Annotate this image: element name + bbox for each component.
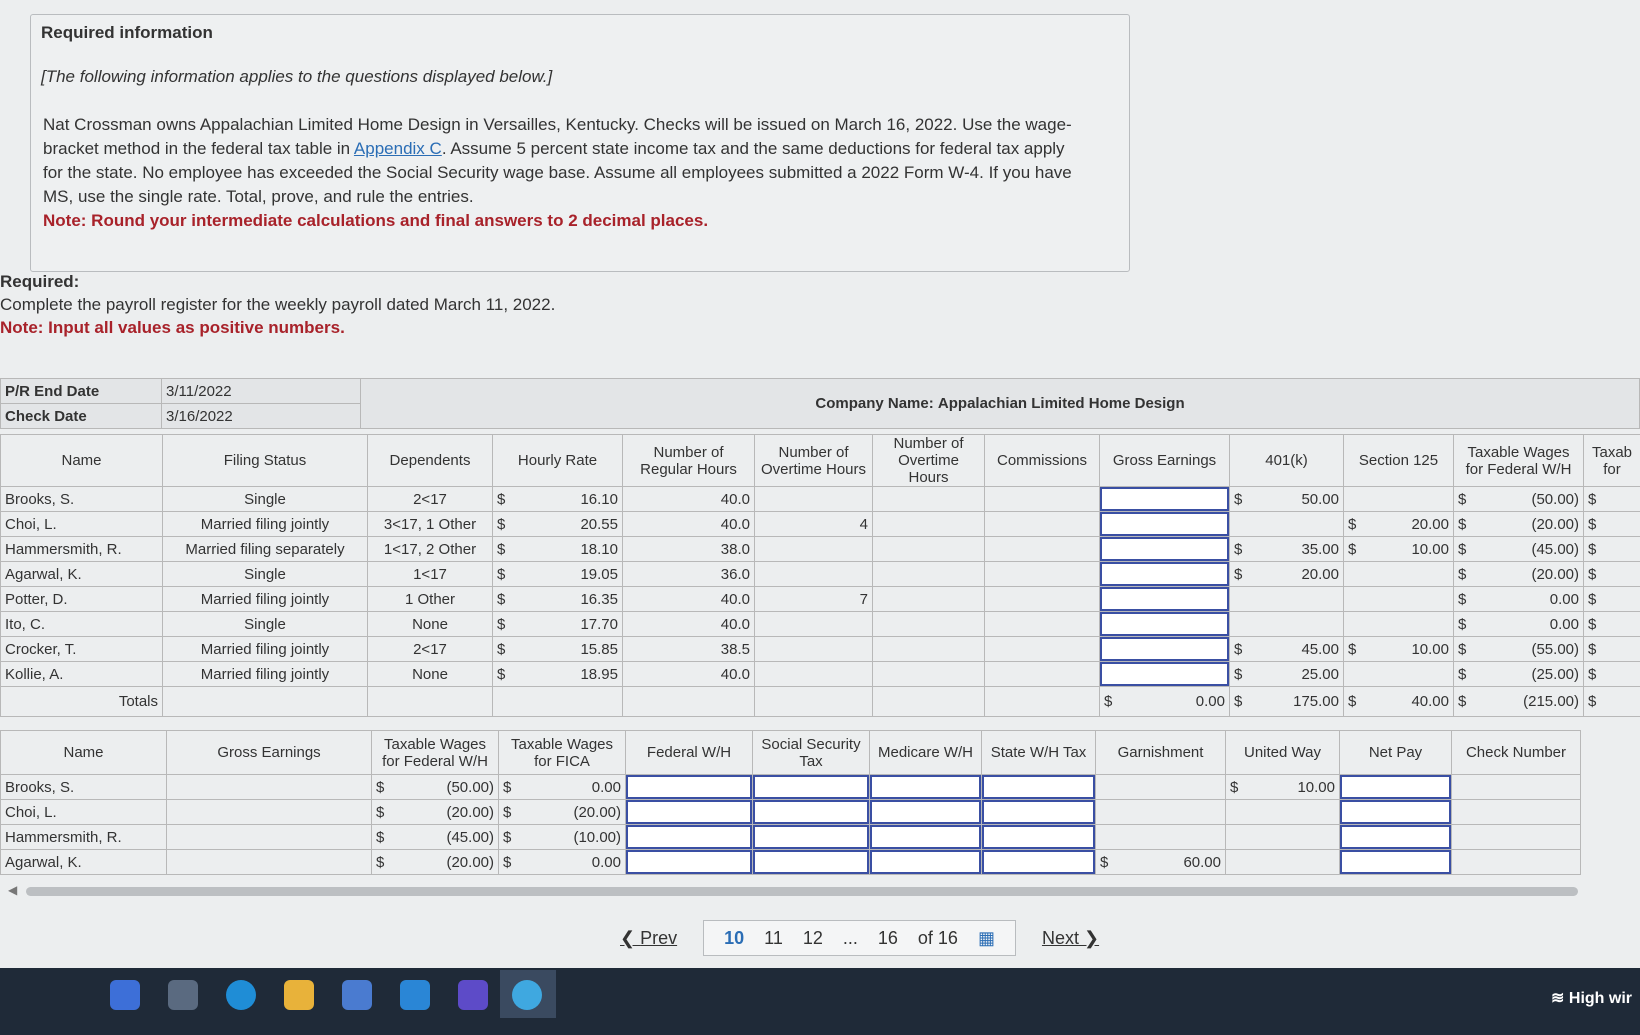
emp-401k: $ 20.00 bbox=[1230, 562, 1344, 587]
table-row bbox=[1, 850, 1581, 875]
table-row bbox=[1, 775, 1581, 800]
table-row bbox=[1, 800, 1581, 825]
table-row bbox=[1, 825, 1581, 850]
col-401k: 401(k) bbox=[1230, 435, 1344, 487]
emp-garnishment bbox=[1096, 775, 1226, 800]
emp-taxable-cut: $ bbox=[1584, 537, 1640, 562]
col2-net-pay: Net Pay bbox=[1340, 731, 1452, 775]
emp-ot2[interactable] bbox=[873, 662, 985, 687]
emp-name: Choi, L. bbox=[1, 800, 167, 825]
emp-commissions[interactable] bbox=[985, 487, 1100, 512]
emp-s125 bbox=[1344, 587, 1454, 612]
emp-filing: Married filing separately bbox=[163, 537, 368, 562]
emp-commissions[interactable] bbox=[985, 662, 1100, 687]
emp-gross bbox=[167, 800, 372, 825]
ss-tax-input[interactable] bbox=[753, 775, 870, 800]
col-taxable-cut: Taxab for bbox=[1584, 435, 1640, 487]
emp-ot2[interactable] bbox=[873, 512, 985, 537]
page-10[interactable]: 10 bbox=[724, 927, 745, 948]
emp-ot2[interactable] bbox=[873, 487, 985, 512]
emp-check-number[interactable] bbox=[1452, 825, 1581, 850]
ss-tax-input[interactable] bbox=[753, 825, 870, 850]
col-hourly-rate: Hourly Rate bbox=[493, 435, 623, 487]
required-note: Note: Input all values as positive numbers. bbox=[0, 318, 345, 337]
page-selector bbox=[703, 920, 1016, 956]
emp-check-number[interactable] bbox=[1452, 850, 1581, 875]
edge-icon[interactable] bbox=[226, 980, 256, 1010]
emp-check-number[interactable] bbox=[1452, 800, 1581, 825]
browser-icon[interactable] bbox=[512, 980, 542, 1010]
emp-dependents: 2<17 bbox=[368, 637, 493, 662]
table-row bbox=[1, 487, 1640, 512]
table-row bbox=[1, 662, 1640, 687]
table-row bbox=[1, 537, 1640, 562]
emp-united-way: $ 10.00 bbox=[1226, 775, 1340, 800]
col-filing-status: Filing Status bbox=[163, 435, 368, 487]
emp-name: Choi, L. bbox=[1, 512, 163, 537]
emp-taxable-fed: $ (55.00) bbox=[1454, 637, 1584, 662]
emp-reg-hours: 40.0 bbox=[623, 512, 755, 537]
emp-ot1[interactable] bbox=[755, 612, 873, 637]
emp-401k: $ 45.00 bbox=[1230, 637, 1344, 662]
info-panel bbox=[30, 14, 1130, 272]
emp-taxable-fed: $ (50.00) bbox=[1454, 487, 1584, 512]
check-date-value: 3/16/2022 bbox=[162, 404, 361, 429]
folder-icon[interactable] bbox=[284, 980, 314, 1010]
emp-taxable-cut: $ bbox=[1584, 662, 1640, 687]
emp-dependents: 2<17 bbox=[368, 487, 493, 512]
emp-taxable-fica: $ (20.00) bbox=[499, 800, 626, 825]
col-overtime-hours-1: Number of Overtime Hours bbox=[755, 435, 873, 487]
emp-s125: $ 20.00 bbox=[1344, 512, 1454, 537]
col-commissions: Commissions bbox=[985, 435, 1100, 487]
emp-ot2[interactable] bbox=[873, 537, 985, 562]
net-pay-input[interactable] bbox=[1340, 800, 1452, 825]
emp-ot1[interactable] bbox=[755, 637, 873, 662]
federal-wh-input[interactable] bbox=[626, 825, 753, 850]
scroll-left-icon[interactable]: ◀ bbox=[8, 883, 18, 897]
state-wh-input[interactable] bbox=[982, 800, 1096, 825]
emp-reg-hours: 38.5 bbox=[623, 637, 755, 662]
emp-reg-hours: 40.0 bbox=[623, 662, 755, 687]
emp-401k bbox=[1230, 512, 1344, 537]
emp-taxable-fed: $ (45.00) bbox=[1454, 537, 1584, 562]
gross-earnings-input[interactable] bbox=[1100, 562, 1230, 587]
emp-taxable-cut: $ bbox=[1584, 512, 1640, 537]
emp-commissions[interactable] bbox=[985, 537, 1100, 562]
info-heading: Required information bbox=[41, 23, 213, 42]
emp-filing: Married filing jointly bbox=[163, 637, 368, 662]
emp-taxable-fica: $ 0.00 bbox=[499, 850, 626, 875]
emp-filing: Single bbox=[163, 487, 368, 512]
net-pay-input[interactable] bbox=[1340, 850, 1452, 875]
col-dependents: Dependents bbox=[368, 435, 493, 487]
emp-united-way bbox=[1226, 825, 1340, 850]
emp-filing: Married filing jointly bbox=[163, 587, 368, 612]
emp-name: Hammersmith, R. bbox=[1, 825, 167, 850]
taskbar bbox=[0, 968, 1640, 1035]
table-row bbox=[1, 562, 1640, 587]
emp-name: Brooks, S. bbox=[1, 487, 163, 512]
emp-name: Agarwal, K. bbox=[1, 850, 167, 875]
register-main-table bbox=[0, 434, 1640, 717]
emp-s125 bbox=[1344, 612, 1454, 637]
page-count: of 16 bbox=[917, 927, 958, 948]
pr-end-value: 3/11/2022 bbox=[162, 379, 361, 404]
emp-taxable-cut: $ bbox=[1584, 487, 1640, 512]
gross-earnings-input[interactable] bbox=[1100, 637, 1230, 662]
emp-dependents: 3<17, 1 Other bbox=[368, 512, 493, 537]
emp-rate: $ 16.10 bbox=[493, 487, 623, 512]
col-overtime-hours-2: Number of Overtime Hours bbox=[873, 435, 985, 487]
emp-name: Agarwal, K. bbox=[1, 562, 163, 587]
emp-name: Crocker, T. bbox=[1, 637, 163, 662]
page-11[interactable]: 11 bbox=[764, 927, 783, 948]
emp-filing: Single bbox=[163, 612, 368, 637]
gross-earnings-input[interactable] bbox=[1100, 512, 1230, 537]
emp-dependents: 1 Other bbox=[368, 587, 493, 612]
grid-icon[interactable]: ▦ bbox=[977, 927, 995, 948]
required-label: Required: bbox=[0, 272, 80, 291]
emp-taxable-cut: $ bbox=[1584, 612, 1640, 637]
emp-dependents: None bbox=[368, 612, 493, 637]
col2-medicare: Medicare W/H bbox=[870, 731, 982, 775]
emp-rate: $ 17.70 bbox=[493, 612, 623, 637]
emp-taxable-fed: $ (20.00) bbox=[1454, 562, 1584, 587]
emp-rate: $ 18.10 bbox=[493, 537, 623, 562]
emp-dependents: 1<17 bbox=[368, 562, 493, 587]
emp-garnishment bbox=[1096, 825, 1226, 850]
gross-earnings-input[interactable] bbox=[1100, 537, 1230, 562]
app-icon-2[interactable] bbox=[458, 980, 488, 1010]
medicare-input[interactable] bbox=[870, 825, 982, 850]
emp-filing: Married filing jointly bbox=[163, 512, 368, 537]
col2-garnishment: Garnishment bbox=[1096, 731, 1226, 775]
emp-reg-hours: 40.0 bbox=[623, 612, 755, 637]
medicare-input[interactable] bbox=[870, 850, 982, 875]
emp-401k: $ 25.00 bbox=[1230, 662, 1344, 687]
emp-ot1[interactable] bbox=[755, 562, 873, 587]
totals-row bbox=[1, 687, 1640, 717]
emp-garnishment bbox=[1096, 800, 1226, 825]
emp-taxable-cut: $ bbox=[1584, 587, 1640, 612]
app-icon[interactable] bbox=[110, 980, 140, 1010]
pr-end-label: P/R End Date bbox=[1, 379, 162, 404]
emp-dependents: None bbox=[368, 662, 493, 687]
emp-united-way bbox=[1226, 800, 1340, 825]
emp-name: Brooks, S. bbox=[1, 775, 167, 800]
task-view-icon[interactable] bbox=[168, 980, 198, 1010]
col2-taxable-fed: Taxable Wages for Federal W/H bbox=[372, 731, 499, 775]
weather-status[interactable]: ≋ High wir bbox=[1551, 990, 1632, 1007]
emp-taxable-fed: $ 0.00 bbox=[1454, 587, 1584, 612]
store-icon[interactable] bbox=[342, 980, 372, 1010]
emp-taxable-cut: $ bbox=[1584, 562, 1640, 587]
col2-federal-wh: Federal W/H bbox=[626, 731, 753, 775]
ss-tax-input[interactable] bbox=[753, 850, 870, 875]
emp-gross bbox=[167, 850, 372, 875]
table-row bbox=[1, 637, 1640, 662]
total-s125: $ 40.00 bbox=[1344, 687, 1454, 717]
emp-rate: $ 19.05 bbox=[493, 562, 623, 587]
register-bottom-table bbox=[0, 730, 1581, 875]
federal-wh-input[interactable] bbox=[626, 775, 753, 800]
chevron-left-icon: ❮ bbox=[620, 927, 641, 948]
emp-ot2[interactable] bbox=[873, 612, 985, 637]
emp-filing: Married filing jointly bbox=[163, 662, 368, 687]
emp-taxable-fed: $ (25.00) bbox=[1454, 662, 1584, 687]
emp-s125: $ 10.00 bbox=[1344, 637, 1454, 662]
emp-ot2[interactable] bbox=[873, 562, 985, 587]
emp-taxable-cut: $ bbox=[1584, 637, 1640, 662]
state-wh-input[interactable] bbox=[982, 775, 1096, 800]
emp-reg-hours: 40.0 bbox=[623, 487, 755, 512]
federal-wh-input[interactable] bbox=[626, 800, 753, 825]
table-row bbox=[1, 612, 1640, 637]
emp-s125 bbox=[1344, 487, 1454, 512]
check-date-label: Check Date bbox=[1, 404, 162, 429]
gross-earnings-input[interactable] bbox=[1100, 487, 1230, 512]
mail-icon[interactable] bbox=[400, 980, 430, 1010]
wind-icon: ≋ bbox=[1551, 990, 1569, 1007]
info-paragraph: Nat Crossman owns Appalachian Limited Home Design in Versailles, Kentucky. Checks will be issued on March 16, 2022. Use the wage-bracket method in the federal tax table in Appendix C. Assume 5 percent state income tax and the same deductions for federal tax apply for the state. No employee has exceeded the Social Security wage base. Assume all employees submitted a 2022 Form W-4. If you have MS, use the single rate. Total, prove, and rule the entries. bbox=[43, 115, 1072, 206]
emp-gross bbox=[167, 825, 372, 850]
emp-rate: $ 15.85 bbox=[493, 637, 623, 662]
emp-taxable-fed: $ (20.00) bbox=[372, 800, 499, 825]
emp-gross bbox=[167, 775, 372, 800]
total-gross: $ 0.00 bbox=[1100, 687, 1230, 717]
emp-s125 bbox=[1344, 662, 1454, 687]
emp-s125: $ 10.00 bbox=[1344, 537, 1454, 562]
ss-tax-input[interactable] bbox=[753, 800, 870, 825]
emp-commissions[interactable] bbox=[985, 562, 1100, 587]
emp-ot1[interactable]: 7 bbox=[755, 587, 873, 612]
page-12[interactable]: 12 bbox=[802, 927, 823, 948]
appendix-c-link[interactable]: Appendix C bbox=[353, 139, 442, 158]
col2-ss-tax: Social Security Tax bbox=[753, 731, 870, 775]
payroll-register bbox=[0, 378, 1640, 876]
gross-earnings-input[interactable] bbox=[1100, 662, 1230, 687]
emp-name: Kollie, A. bbox=[1, 662, 163, 687]
col-gross-earnings: Gross Earnings bbox=[1100, 435, 1230, 487]
emp-commissions[interactable] bbox=[985, 637, 1100, 662]
emp-ot1[interactable] bbox=[755, 537, 873, 562]
emp-401k bbox=[1230, 587, 1344, 612]
emp-commissions[interactable] bbox=[985, 512, 1100, 537]
next-button[interactable]: Next ❯ bbox=[1041, 927, 1100, 948]
emp-taxable-fed: $ 0.00 bbox=[1454, 612, 1584, 637]
total-taxable-cut: $ bbox=[1584, 687, 1640, 717]
emp-taxable-fica: $ (10.00) bbox=[499, 825, 626, 850]
state-wh-input[interactable] bbox=[982, 825, 1096, 850]
col2-name: Name bbox=[1, 731, 167, 775]
emp-commissions[interactable] bbox=[985, 587, 1100, 612]
company-name: Company Name: Appalachian Limited Home Design bbox=[361, 379, 1640, 429]
emp-ot2[interactable] bbox=[873, 587, 985, 612]
emp-taxable-fed: $ (45.00) bbox=[372, 825, 499, 850]
emp-filing: Single bbox=[163, 562, 368, 587]
info-note: Note: Round your intermediate calculations and final answers to 2 decimal places. bbox=[43, 211, 709, 230]
emp-united-way bbox=[1226, 850, 1340, 875]
emp-taxable-fica: $ 0.00 bbox=[499, 775, 626, 800]
total-401k: $ 175.00 bbox=[1230, 687, 1344, 717]
emp-ot1[interactable] bbox=[755, 487, 873, 512]
required-text: Complete the payroll register for the weekly payroll dated March 11, 2022. bbox=[0, 295, 556, 314]
emp-garnishment: $ 60.00 bbox=[1096, 850, 1226, 875]
emp-commissions[interactable] bbox=[985, 612, 1100, 637]
gross-earnings-input[interactable] bbox=[1100, 587, 1230, 612]
emp-taxable-fed: $ (50.00) bbox=[372, 775, 499, 800]
col2-gross: Gross Earnings bbox=[167, 731, 372, 775]
col2-united-way: United Way bbox=[1226, 731, 1340, 775]
emp-name: Ito, C. bbox=[1, 612, 163, 637]
emp-s125 bbox=[1344, 562, 1454, 587]
prev-button[interactable]: ❮ Prev bbox=[620, 927, 678, 948]
total-taxable-fed: $ (215.00) bbox=[1454, 687, 1584, 717]
emp-ot1[interactable]: 4 bbox=[755, 512, 873, 537]
gross-earnings-input[interactable] bbox=[1100, 612, 1230, 637]
required-section bbox=[0, 272, 555, 338]
page-16[interactable]: 16 bbox=[877, 927, 898, 948]
col2-taxable-fica: Taxable Wages for FICA bbox=[499, 731, 626, 775]
register-top-table bbox=[0, 378, 1640, 429]
totals-label: Totals bbox=[1, 687, 163, 717]
horizontal-scrollbar[interactable] bbox=[8, 883, 1578, 897]
emp-reg-hours: 40.0 bbox=[623, 587, 755, 612]
chevron-right-icon: ❯ bbox=[1078, 927, 1100, 948]
net-pay-input[interactable] bbox=[1340, 825, 1452, 850]
pagination bbox=[620, 920, 1099, 956]
col-section-125: Section 125 bbox=[1344, 435, 1454, 487]
emp-ot2[interactable] bbox=[873, 637, 985, 662]
emp-rate: $ 20.55 bbox=[493, 512, 623, 537]
emp-taxable-fed: $ (20.00) bbox=[1454, 512, 1584, 537]
emp-taxable-fed: $ (20.00) bbox=[372, 850, 499, 875]
state-wh-input[interactable] bbox=[982, 850, 1096, 875]
federal-wh-input[interactable] bbox=[626, 850, 753, 875]
table-row bbox=[1, 512, 1640, 537]
col2-state-wh: State W/H Tax bbox=[982, 731, 1096, 775]
emp-401k: $ 50.00 bbox=[1230, 487, 1344, 512]
emp-rate: $ 16.35 bbox=[493, 587, 623, 612]
emp-name: Potter, D. bbox=[1, 587, 163, 612]
emp-name: Hammersmith, R. bbox=[1, 537, 163, 562]
emp-ot1[interactable] bbox=[755, 662, 873, 687]
emp-401k: $ 35.00 bbox=[1230, 537, 1344, 562]
emp-dependents: 1<17, 2 Other bbox=[368, 537, 493, 562]
col-taxable-wages-fed: Taxable Wages for Federal W/H bbox=[1454, 435, 1584, 487]
emp-reg-hours: 38.0 bbox=[623, 537, 755, 562]
col2-check-number: Check Number bbox=[1452, 731, 1581, 775]
net-pay-input[interactable] bbox=[1340, 775, 1452, 800]
emp-401k bbox=[1230, 612, 1344, 637]
medicare-input[interactable] bbox=[870, 775, 982, 800]
col-name: Name bbox=[1, 435, 163, 487]
table-row bbox=[1, 587, 1640, 612]
page-ellipsis: ... bbox=[842, 927, 858, 948]
emp-rate: $ 18.95 bbox=[493, 662, 623, 687]
medicare-input[interactable] bbox=[870, 800, 982, 825]
col-regular-hours: Number of Regular Hours bbox=[623, 435, 755, 487]
info-italic: [The following information applies to the questions displayed below.] bbox=[41, 67, 553, 86]
emp-reg-hours: 36.0 bbox=[623, 562, 755, 587]
emp-check-number[interactable] bbox=[1452, 775, 1581, 800]
